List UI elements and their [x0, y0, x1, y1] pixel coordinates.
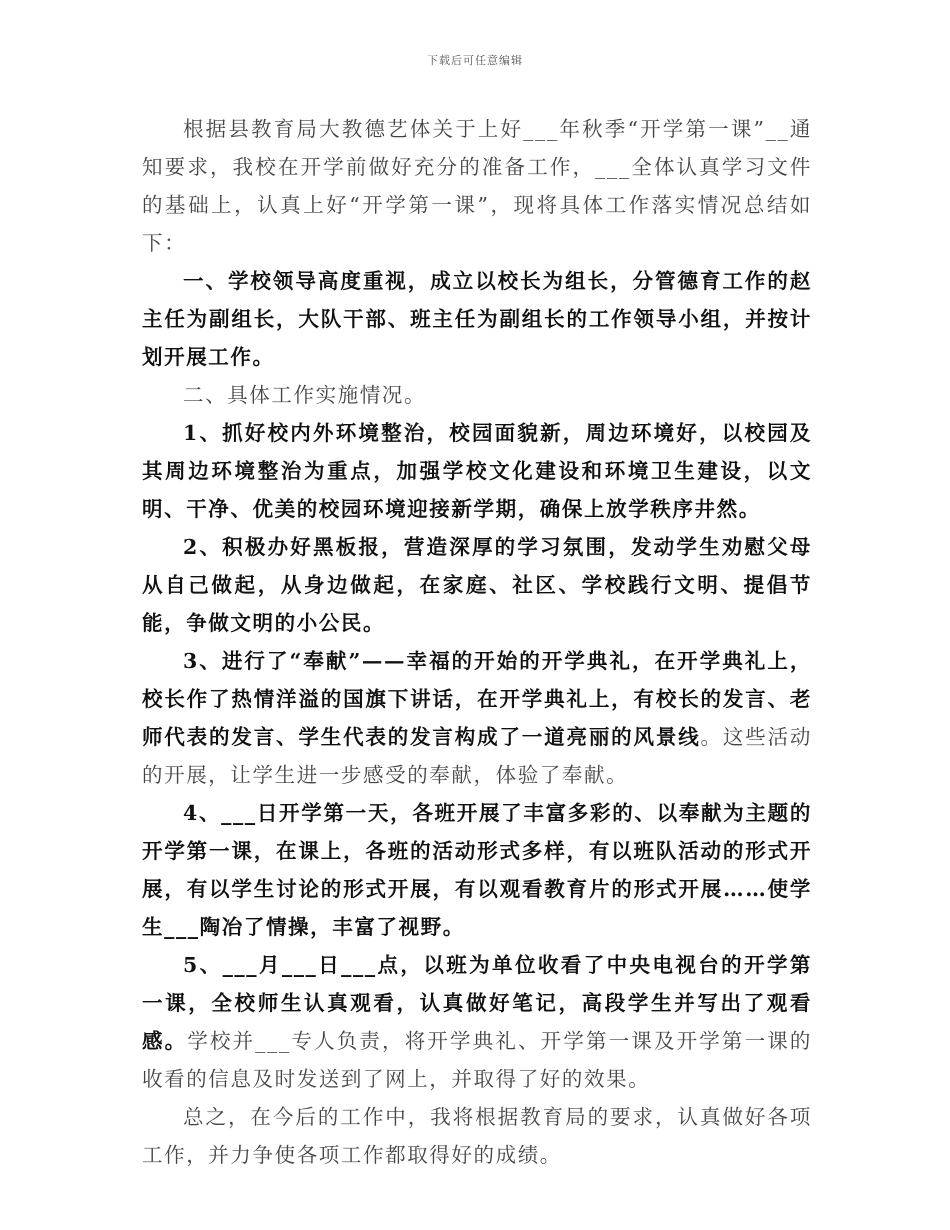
paragraph-item-3-light: 。这些活动的开展，让学生进一步感受的奉献，体验了奉献。 [142, 725, 813, 787]
paragraph-conclusion: 总之，在今后的工作中，我将根据教育局的要求，认真做好各项工作，并力争使各项工作都取得好的成绩。 [142, 1105, 812, 1167]
paragraph-section-2-heading: 二、具体工作实施情况。 [183, 383, 427, 407]
paragraph-item-3-bold: 3、进行了“奉献”——幸福的开始的开学典礼，在开学典礼上，校长作了热情洋溢的国旗下讲话，在开学典礼上，有校长的发言、老师代表的发言、学生代表的发言构成了一道亮丽的风景线 [142, 649, 812, 749]
paragraph-item-3 [142, 642, 812, 794]
paragraph-item-4: 4、___日开学第一天，各班开展了丰富多彩的、以奉献为主题的开学第一课，在课上，各班的活动形式多样，有以班队活动的形式开展，有以学生讨论的形式开展，有以观看教育片的形式开展……使学生___陶冶了情操，丰富了视野。 [142, 801, 812, 939]
page-header: 下载后可任意编辑 [427, 54, 523, 67]
paragraph-item-5-light: 学校并___专人负责，将开学典礼、开学第一课及开学第一课的收看的信息及时发送到了网上，并取得了好的效果。 [142, 1029, 812, 1091]
document-body [142, 110, 812, 1174]
paragraph-item-2: 2、积极办好黑板报，营造深厚的学习氛围，发动学生劝慰父母从自己做起，从身边做起，在家庭、社区、学校践行文明、提倡节能，争做文明的小公民。 [142, 535, 812, 635]
paragraph-item-5-bold: 5、___月___日___点，以班为单位收看了中央电视台的开学第一课，全校师生认真观看，认真做好笔记，高段学生并写出了观看感。 [142, 953, 812, 1053]
paragraph-item-5 [142, 946, 812, 1098]
paragraph-section-1: 一、学校领导高度重视，成立以校长为组长，分管德育工作的赵主任为副组长，大队干部、班主任为副组长的工作领导小组，并按计划开展工作。 [142, 269, 812, 369]
paragraph-item-1: 1、抓好校内外环境整治，校园面貌新，周边环境好，以校园及其周边环境整治为重点，加强学校文化建设和环境卫生建设，以文明、干净、优美的校园环境迎接新学期，确保上放学秩序井然。 [142, 421, 812, 521]
paragraph-intro: 根据县教育局大教德艺体关于上好___年秋季“开学第一课”__通知要求，我校在开学前做好充分的准备工作，___全体认真学习文件的基础上，认真上好“开学第一课”，现将具体工作落实情况总结如下： [142, 117, 812, 255]
